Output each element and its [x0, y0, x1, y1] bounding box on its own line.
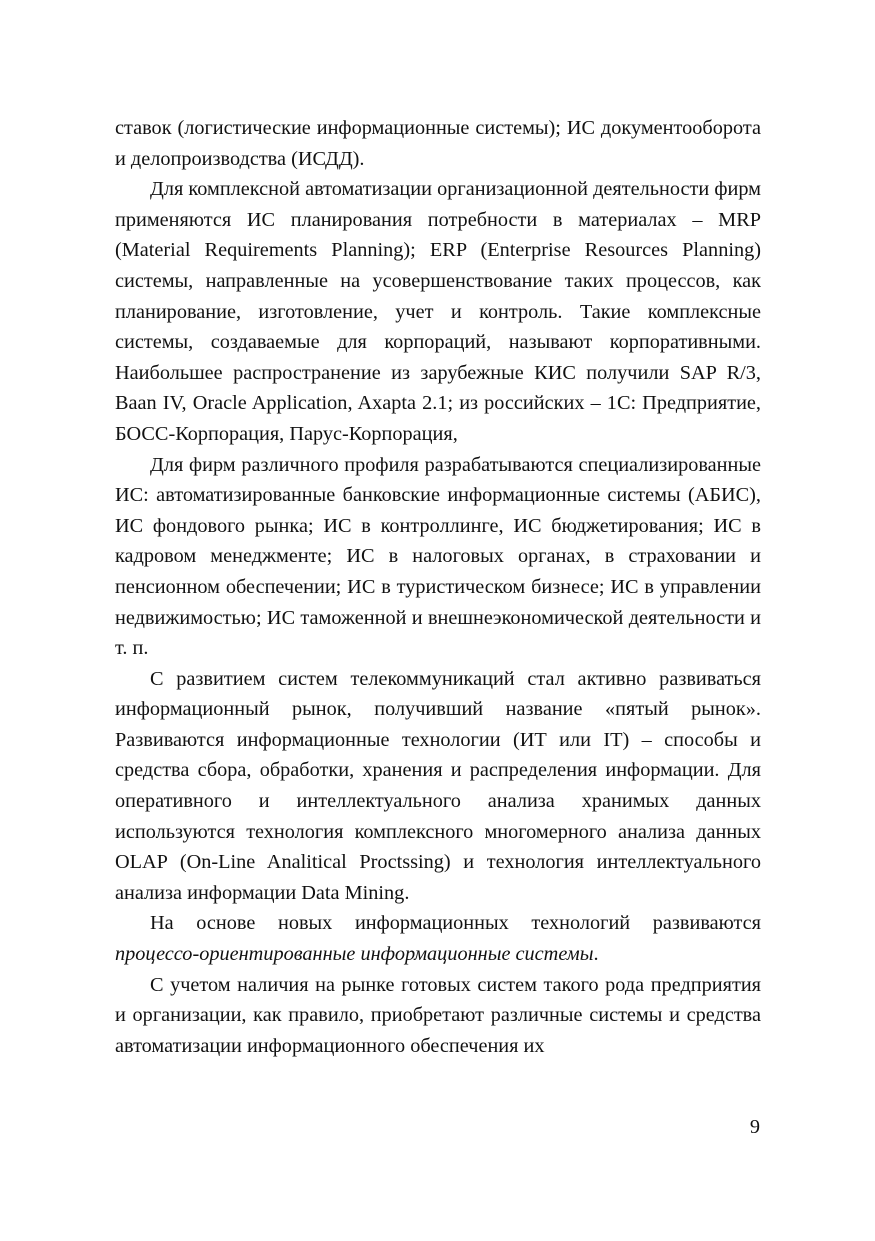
- paragraph-5: [115, 908, 761, 969]
- paragraph-5-emphasis: процессо-ориентированные информационные системы: [115, 943, 594, 966]
- paragraph-4: С развитием систем телекоммуникаций стал активно развиваться информационный рынок, получивший название «пятый рынок». Развиваются информационные технологии (ИТ или IT) – способы и средства сбора, обработки, хранения и распределения информации. Для оперативного и интеллектуального анализа хранимых данных используются технология комплексного многомерного анализа данных OLAP (On-Line Analitical Proctssing) и технология интеллектуального анализа информации Data Mining.: [115, 667, 761, 904]
- paragraph-3: Для фирм различного профиля разрабатываются специализированные ИС: автоматизированные банковские информационные системы (АБИС), ИС фондового рынка; ИС в контроллинге, ИС бюджетирования; ИС в кадровом менеджменте; ИС в налоговых органах, в страховании и пенсионном обеспечении; ИС в туристическом бизнесе; ИС в управлении недвижимостью; ИС таможенной и внешнеэкономической деятельности и т. п.: [115, 453, 761, 660]
- paragraph-6: С учетом наличия на рынке готовых систем такого рода предприятия и организации, как правило, приобретают различные системы и средства автоматизации информационного обеспечения их: [115, 973, 761, 1057]
- page-body: [115, 113, 761, 1061]
- paragraph-5-end: .: [593, 943, 599, 966]
- paragraph-5-text: На основе новых информационных технологий развиваются: [150, 912, 761, 935]
- page-number: 9: [749, 1116, 760, 1138]
- paragraph-1: ставок (логистические информационные системы); ИС документооборота и делопроизводства (ИСДД).: [115, 117, 761, 170]
- paragraph-2: Для комплексной автоматизации организационной деятельности фирм применяются ИС планирования потребности в материалах – MRP (Material Requirements Planning); ERP (Enterprise Resources Planning) системы, направленные на усовершенствование таких процессов, как планирование, изготовление, учет и контроль. Такие комплексные системы, создаваемые для корпораций, называют корпоративными. Наибольшее распространение из зарубежные КИС получили SAP R/3, Baan IV, Oracle Application, Axapta 2.1; из российских – 1С: Предприятие, БОСС-Корпорация, Парус-Корпорация,: [115, 178, 761, 445]
